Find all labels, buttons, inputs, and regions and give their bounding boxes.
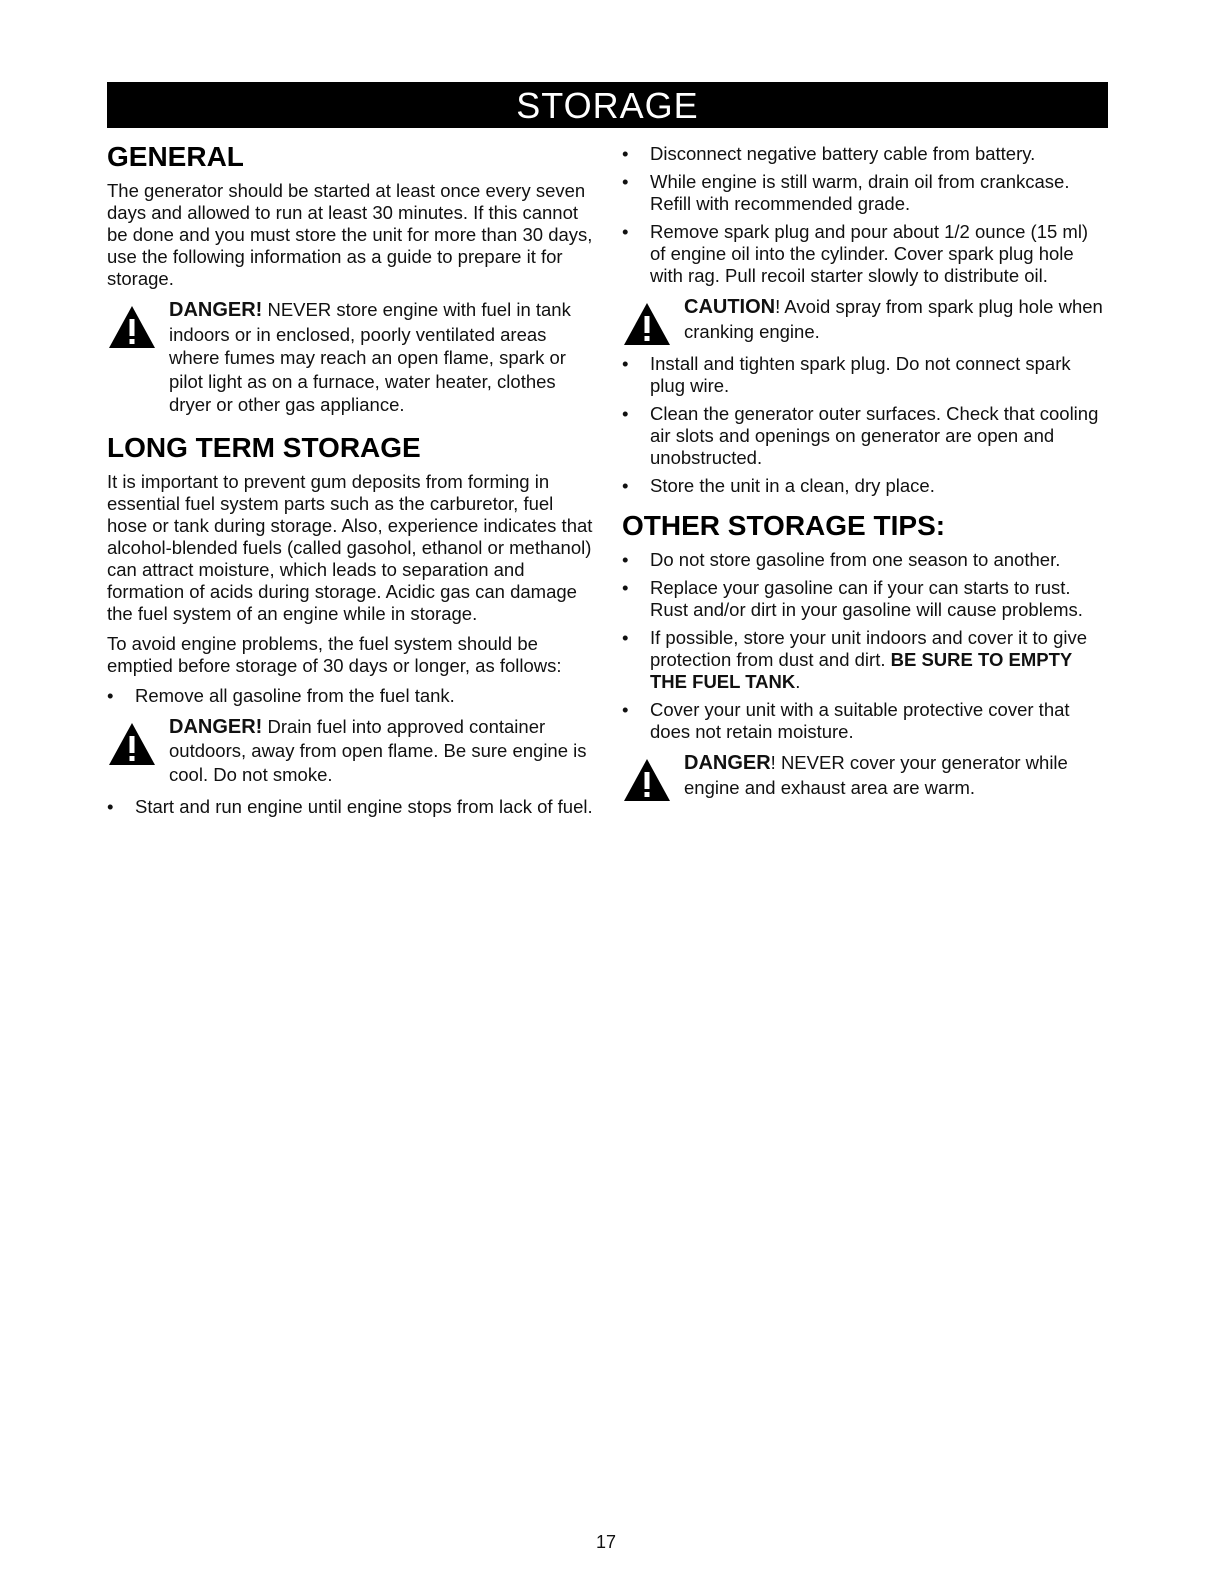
- general-body: The generator should be started at least once every seven days and allowed to run at least 30 minutes. If this cannot be done and you must store the unit for more than 30 days, use the following information as a guide to prepare it for storage.: [107, 180, 593, 289]
- caution-text: ! Avoid spray from spark plug hole when cranking engine.: [684, 296, 1103, 342]
- danger-label: DANGER!: [169, 299, 263, 321]
- empty-tank-emphasis: BE SURE TO EMPTY THE FUEL TANK: [650, 649, 1072, 692]
- list-item-text: While engine is still warm, drain oil from crankcase. Refill with recommended grade.: [650, 171, 1070, 214]
- storage-banner: STORAGE: [107, 82, 1108, 128]
- bullet-marker: •: [622, 221, 629, 242]
- list-item-text: Remove spark plug and pour about 1/2 ounce (15 ml) of engine oil into the cylinder. Cover spark plug hole with rag. Pull recoil starter slowly to distribute oil.: [650, 221, 1089, 286]
- bullet-marker: •: [622, 353, 629, 374]
- list-item-text: Clean the generator outer surfaces. Check that cooling air slots and openings on generator are open and unobstructed.: [650, 403, 1099, 468]
- list-item-text: Remove all gasoline from the fuel tank.: [135, 684, 455, 706]
- list-item: [107, 685, 593, 707]
- warning-triangle-icon: [622, 757, 672, 803]
- danger-label: DANGER: [684, 752, 771, 774]
- list-item: [622, 577, 1108, 621]
- long-term-para1: It is important to prevent gum deposits from forming in essential fuel system parts such as the carburetor, fuel hose or tank during storage. Also, experience indicates that alcohol-blended fuels (called gasohol, ethanol or methanol) can attract moisture, which leads to separation and formation of acids during storage. Acidic gas can damage the fuel system of an engine while in storage.: [107, 470, 593, 624]
- bullet-marker: •: [107, 796, 114, 817]
- warning-triangle-icon: [107, 304, 157, 350]
- left-column: [107, 140, 593, 824]
- list-item-text: If possible, store your unit indoors and cover it to give protection from dust and dirt.: [650, 627, 1088, 670]
- bullet-marker: •: [622, 475, 629, 496]
- list-item: [622, 353, 1108, 397]
- right-column: [622, 143, 1108, 809]
- warning-triangle-icon: [622, 301, 672, 347]
- long-term-heading: LONG TERM STORAGE: [107, 431, 421, 463]
- bullet-marker: •: [622, 549, 629, 570]
- other-tips-heading: OTHER STORAGE TIPS:: [622, 510, 946, 541]
- bullet-marker: •: [622, 699, 629, 720]
- list-item: [622, 475, 1108, 497]
- list-item: [107, 796, 593, 818]
- list-item-text: Store the unit in a clean, dry place.: [650, 475, 935, 496]
- caution-warning-spray: [622, 295, 1108, 343]
- danger-text: Drain fuel into approved container outdoors, away from open flame. Be sure engine is cool. Do not smoke.: [169, 715, 587, 785]
- list-item: [622, 171, 1108, 215]
- long-term-para2: To avoid engine problems, the fuel system should be emptied before storage of 30 days or longer, as follows:: [107, 632, 562, 676]
- danger-warning-cover: [622, 751, 1108, 799]
- list-item-text: Install and tighten spark plug. Do not connect spark plug wire.: [650, 353, 1071, 396]
- list-item: [622, 143, 1108, 165]
- warning-triangle-icon: [107, 721, 157, 767]
- bullet-marker: •: [622, 143, 629, 164]
- danger-label: DANGER!: [169, 715, 263, 738]
- danger-warning-storage: [107, 298, 593, 417]
- bullet-marker: •: [622, 403, 629, 424]
- danger-text: ! NEVER cover your generator while engine and exhaust area are warm.: [684, 752, 1068, 798]
- list-item-end: .: [795, 671, 801, 692]
- caution-label: CAUTION: [684, 296, 776, 318]
- list-item-text: Disconnect negative battery cable from battery.: [650, 143, 1036, 164]
- list-item-text: Start and run engine until engine stops from lack of fuel.: [135, 796, 593, 817]
- page-number: 17: [595, 1532, 617, 1552]
- list-item-text: Replace your gasoline can if your can starts to rust. Rust and/or dirt in your gasoline will cause problems.: [650, 577, 1083, 620]
- danger-warning-drain: [107, 715, 593, 787]
- list-item-text: Cover your unit with a suitable protective cover that does not retain moisture.: [650, 699, 1070, 742]
- general-heading: GENERAL: [107, 141, 244, 172]
- bullet-marker: •: [622, 171, 629, 192]
- list-item: [622, 221, 1108, 287]
- list-item: [622, 549, 1108, 571]
- danger-text: NEVER store engine with fuel in tank indoors or in enclosed, poorly ventilated areas where fumes may reach an open flame, spark or pilot light as on a furnace, water heater, clothes dryer or other gas appliance.: [169, 299, 571, 415]
- list-item: [622, 699, 1108, 743]
- bullet-marker: •: [107, 684, 114, 706]
- list-item: [622, 627, 1108, 693]
- list-item-text: Do not store gasoline from one season to another.: [650, 549, 1061, 570]
- bullet-marker: •: [622, 627, 629, 648]
- bullet-marker: •: [622, 577, 629, 598]
- list-item: [622, 403, 1108, 469]
